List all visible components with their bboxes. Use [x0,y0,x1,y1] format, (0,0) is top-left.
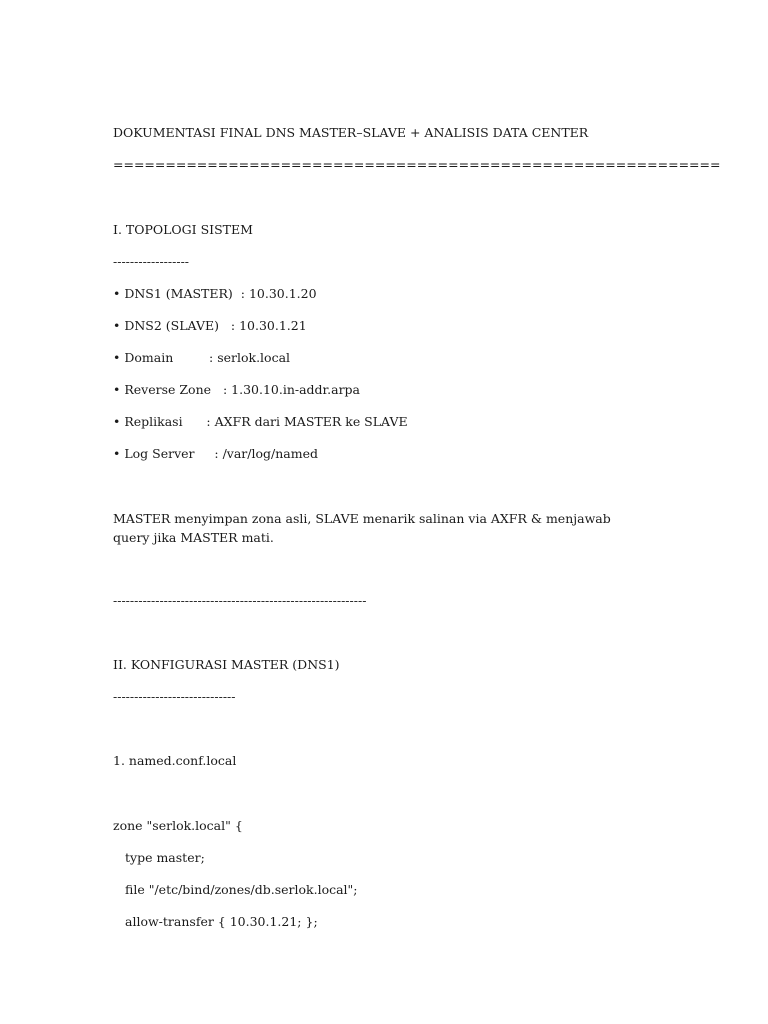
document-title: DOKUMENTASI FINAL DNS MASTER–SLAVE + ANALISIS DATA CENTER [113,125,589,140]
code-line-zone: zone "serlok.local" { [113,818,243,833]
title-rule: ========================================================== [113,157,721,172]
config-subheading: 1. named.conf.local [113,753,237,768]
topology-item-reverse-zone: • Reverse Zone : 1.30.10.in-addr.arpa [113,382,361,397]
code-line-type: type master; [125,850,205,865]
section2-rule: ----------------------------- [113,689,236,704]
code-line-file: file "/etc/bind/zones/db.serlok.local"; [125,882,358,897]
topology-item-dns2: • DNS2 (SLAVE) : 10.30.1.21 [113,318,307,333]
topology-item-dns1: • DNS1 (MASTER) : 10.30.1.20 [113,286,317,301]
topology-paragraph: MASTER menyimpan zona asli, SLAVE menarik salinan via AXFR & menjawab query jika MASTER mati. [113,511,611,545]
section1-rule: ------------------ [113,254,190,269]
topology-item-replikasi: • Replikasi : AXFR dari MASTER ke SLAVE [113,414,408,429]
section1-heading: I. TOPOLOGI SISTEM [113,222,253,237]
topology-item-log-server: • Log Server : /var/log/named [113,446,318,461]
section-separator: ------------------------------------------------------------ [113,593,367,608]
section2-heading: II. KONFIGURASI MASTER (DNS1) [113,657,340,672]
code-line-allow-transfer: allow-transfer { 10.30.1.21; }; [125,914,318,929]
topology-item-domain: • Domain : serlok.local [113,350,291,365]
